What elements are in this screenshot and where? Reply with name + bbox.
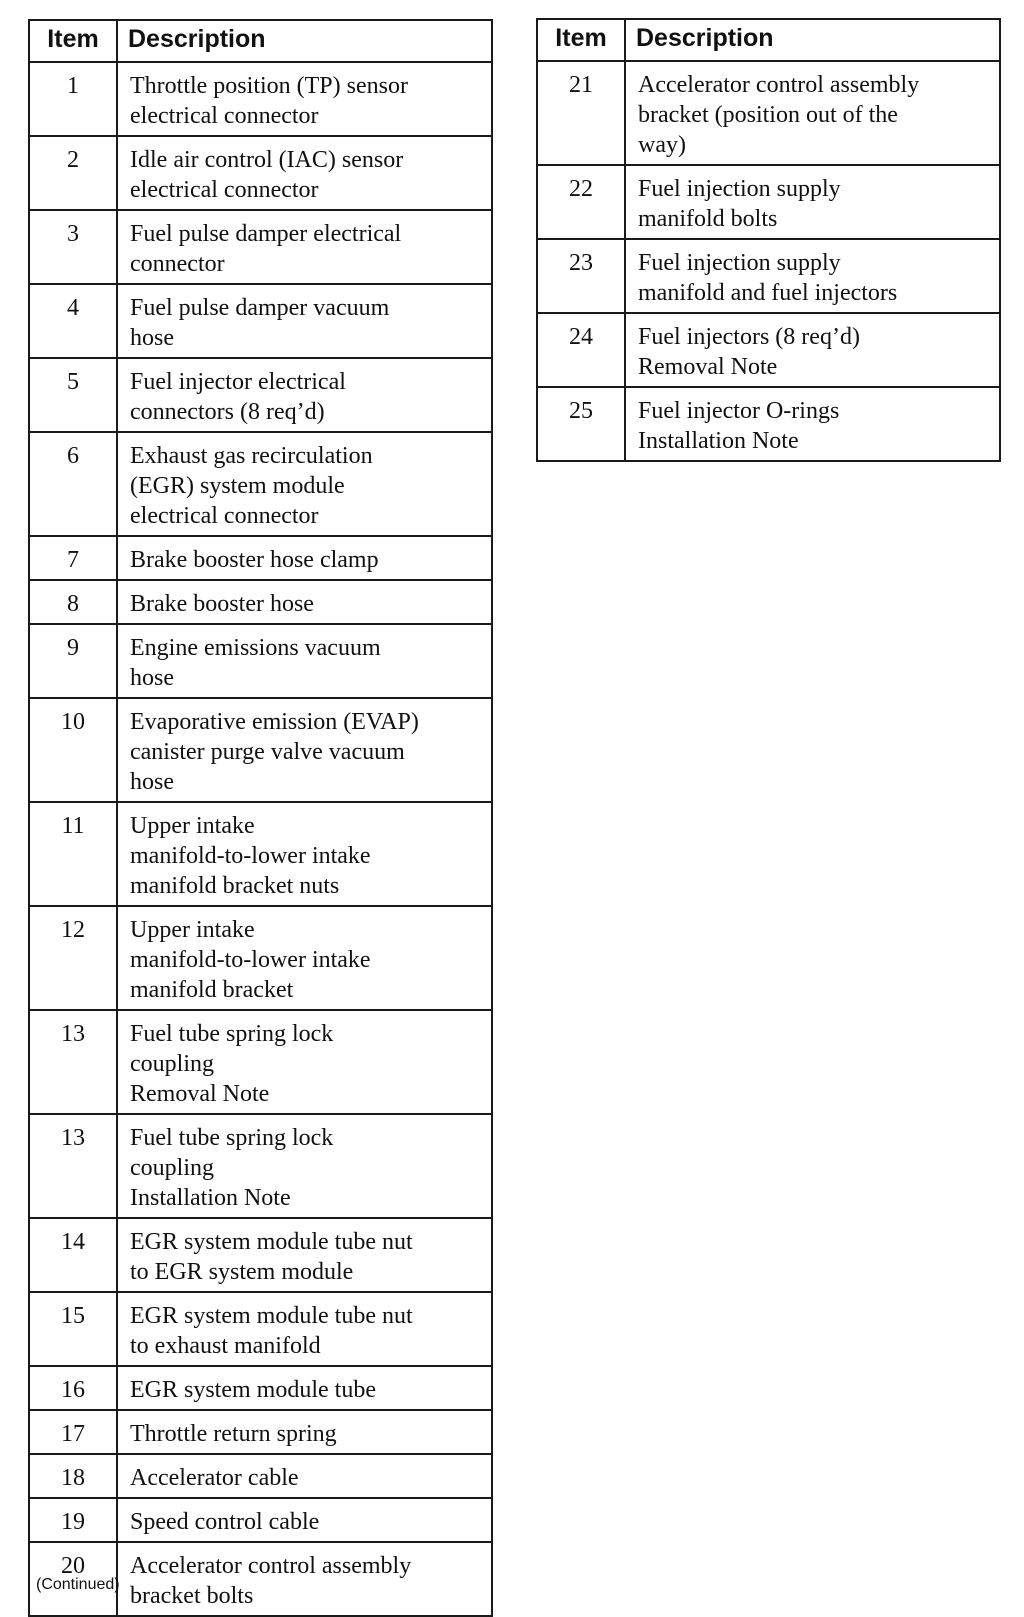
item-description — [117, 1010, 492, 1114]
description-line: Fuel injectors (8 req’d) — [638, 324, 860, 350]
description-line: Engine emissions vacuum — [130, 635, 381, 661]
table-row — [29, 1366, 492, 1410]
table-row — [537, 165, 1000, 239]
item-description — [117, 1454, 492, 1498]
description-line: electrical connector — [130, 103, 319, 129]
parts-table-left-body — [29, 62, 492, 1616]
description-line: Upper intake — [130, 917, 255, 943]
item-number: 3 — [29, 210, 117, 284]
table-row — [537, 61, 1000, 165]
table-row — [29, 1454, 492, 1498]
parts-table-left — [28, 19, 493, 1617]
table-row — [537, 387, 1000, 461]
description-column-header: Description — [117, 20, 492, 62]
item-number: 17 — [29, 1410, 117, 1454]
description-line: Installation Note — [638, 428, 799, 454]
description-line: electrical connector — [130, 177, 319, 203]
item-number: 25 — [537, 387, 625, 461]
table-row — [29, 802, 492, 906]
parts-table-right-body — [537, 61, 1000, 461]
item-number: 8 — [29, 580, 117, 624]
table-row — [29, 432, 492, 536]
description-line: Throttle return spring — [130, 1421, 337, 1447]
description-line: EGR system module tube nut — [130, 1229, 413, 1255]
item-number: 15 — [29, 1292, 117, 1366]
description-column-header: Description — [625, 19, 1000, 61]
description-line: Exhaust gas recirculation — [130, 443, 373, 469]
item-description — [117, 1292, 492, 1366]
description-line: Installation Note — [130, 1185, 291, 1211]
table-row — [29, 210, 492, 284]
table-row — [29, 136, 492, 210]
table-row — [537, 313, 1000, 387]
description-line: Idle air control (IAC) sensor — [130, 147, 404, 173]
item-column-header: Item — [537, 19, 625, 61]
item-description — [117, 210, 492, 284]
description-line: Fuel injection supply — [638, 176, 841, 202]
item-number: 7 — [29, 536, 117, 580]
item-number: 5 — [29, 358, 117, 432]
item-number: 6 — [29, 432, 117, 536]
description-line: Removal Note — [130, 1081, 270, 1107]
table-row — [29, 536, 492, 580]
item-number: 22 — [537, 165, 625, 239]
description-line: Fuel pulse damper vacuum — [130, 295, 390, 321]
table-row — [29, 1410, 492, 1454]
description-line: manifold and fuel injectors — [638, 280, 898, 306]
parts-table-right — [536, 18, 1001, 462]
table-row — [537, 239, 1000, 313]
item-description — [117, 1410, 492, 1454]
item-description — [117, 1498, 492, 1542]
description-line: EGR system module tube — [130, 1377, 376, 1403]
description-line: Accelerator cable — [130, 1465, 299, 1491]
item-number: 9 — [29, 624, 117, 698]
item-number: 16 — [29, 1366, 117, 1410]
table-row — [29, 62, 492, 136]
table-row — [29, 1114, 492, 1218]
description-line: manifold bracket nuts — [130, 873, 340, 899]
item-description — [625, 239, 1000, 313]
table-row — [29, 906, 492, 1010]
item-description — [625, 61, 1000, 165]
description-line: EGR system module tube nut — [130, 1303, 413, 1329]
item-description — [117, 906, 492, 1010]
description-line: to exhaust manifold — [130, 1333, 321, 1359]
description-line: Fuel injector O-rings — [638, 398, 840, 424]
item-number: 13 — [29, 1114, 117, 1218]
description-line: to EGR system module — [130, 1259, 354, 1285]
item-description — [117, 802, 492, 906]
item-description — [117, 1114, 492, 1218]
table-row — [29, 624, 492, 698]
description-line: Fuel injection supply — [638, 250, 841, 276]
description-line: bracket bolts — [130, 1583, 254, 1609]
description-line: Accelerator control assembly — [638, 72, 920, 98]
table-row — [29, 1498, 492, 1542]
description-line: Fuel pulse damper electrical — [130, 221, 402, 247]
description-line: bracket (position out of the — [638, 102, 898, 128]
description-line: coupling — [130, 1051, 214, 1077]
table-row — [29, 358, 492, 432]
item-number: 10 — [29, 698, 117, 802]
item-number: 13 — [29, 1010, 117, 1114]
item-description — [625, 165, 1000, 239]
description-line: Fuel tube spring lock — [130, 1125, 334, 1151]
description-line: Fuel tube spring lock — [130, 1021, 334, 1047]
item-number: 21 — [537, 61, 625, 165]
item-number: 11 — [29, 802, 117, 906]
item-column-header: Item — [29, 20, 117, 62]
item-description — [625, 387, 1000, 461]
description-line: Speed control cable — [130, 1509, 320, 1535]
item-description — [117, 624, 492, 698]
description-line: Upper intake — [130, 813, 255, 839]
table-row — [29, 1218, 492, 1292]
description-line: electrical connector — [130, 503, 319, 529]
description-line: (EGR) system module — [130, 473, 345, 499]
item-description — [117, 1542, 492, 1616]
table-header-row — [537, 19, 1000, 61]
description-line: Fuel injector electrical — [130, 369, 346, 395]
table-row — [29, 284, 492, 358]
table-header-row — [29, 20, 492, 62]
continued-note: (Continued) — [36, 1576, 120, 1593]
item-description — [117, 1366, 492, 1410]
item-description — [117, 1218, 492, 1292]
description-line: coupling — [130, 1155, 214, 1181]
description-line: hose — [130, 769, 174, 795]
item-description — [117, 580, 492, 624]
item-description — [625, 313, 1000, 387]
item-number: 14 — [29, 1218, 117, 1292]
description-line: connector — [130, 251, 225, 277]
description-line: Accelerator control assembly — [130, 1553, 412, 1579]
item-description — [117, 432, 492, 536]
description-line: connectors (8 req’d) — [130, 399, 325, 425]
item-description — [117, 536, 492, 580]
description-line: Throttle position (TP) sensor — [130, 73, 408, 99]
description-line: manifold bracket — [130, 977, 294, 1003]
description-line: manifold-to-lower intake — [130, 843, 371, 869]
description-line: hose — [130, 665, 174, 691]
table-row — [29, 1292, 492, 1366]
description-line: Brake booster hose clamp — [130, 547, 379, 573]
description-line: Removal Note — [638, 354, 778, 380]
item-description — [117, 698, 492, 802]
item-number: 20 — [29, 1542, 117, 1616]
item-description — [117, 62, 492, 136]
description-line: way) — [638, 132, 686, 158]
item-description — [117, 284, 492, 358]
table-row — [29, 1010, 492, 1114]
item-number: 18 — [29, 1454, 117, 1498]
description-line: manifold bolts — [638, 206, 778, 232]
item-number: 2 — [29, 136, 117, 210]
item-number: 19 — [29, 1498, 117, 1542]
item-number: 12 — [29, 906, 117, 1010]
item-number: 24 — [537, 313, 625, 387]
description-line: Brake booster hose — [130, 591, 314, 617]
description-line: Evaporative emission (EVAP) — [130, 709, 419, 735]
item-description — [117, 358, 492, 432]
description-line: canister purge valve vacuum — [130, 739, 405, 765]
table-row — [29, 698, 492, 802]
description-line: manifold-to-lower intake — [130, 947, 371, 973]
item-description — [117, 136, 492, 210]
item-number: 23 — [537, 239, 625, 313]
description-line: hose — [130, 325, 174, 351]
item-number: 1 — [29, 62, 117, 136]
item-number: 4 — [29, 284, 117, 358]
table-row — [29, 580, 492, 624]
